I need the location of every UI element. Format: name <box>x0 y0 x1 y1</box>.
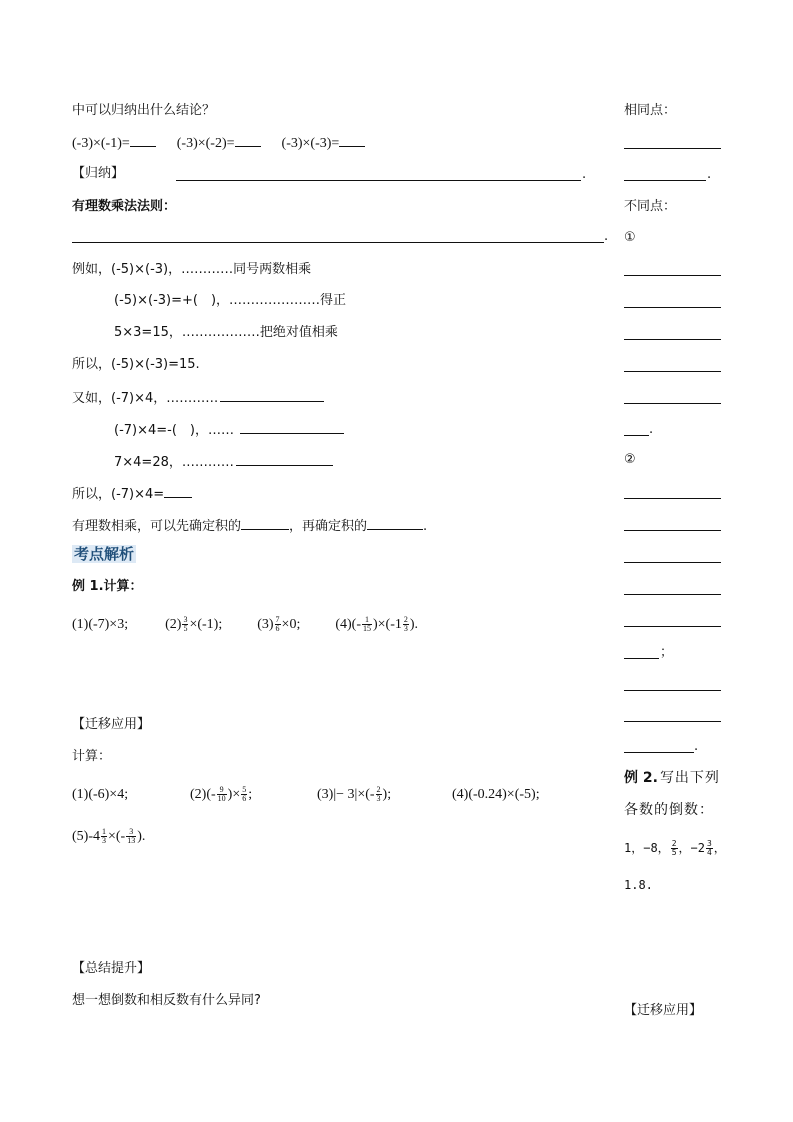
transfer-heading: 【迁移应用】 <box>72 717 151 732</box>
intro-text: 中可以归纳出什么结论？ <box>72 103 216 118</box>
example-3: (-3)×(-3)= <box>281 136 340 151</box>
answer-blank[interactable] <box>339 133 365 147</box>
answer-line[interactable] <box>624 371 721 372</box>
ex1-problems <box>72 614 418 636</box>
example-step-3: 5×3=15，………………把绝对值相乘 <box>114 325 338 340</box>
rule-title: 有理数乘法法则： <box>72 199 177 214</box>
problem-1: (1)(-7)×3; <box>72 617 129 632</box>
circle-2: ② <box>624 452 636 467</box>
example-step-2: (-5)×(-3)=+( )，…………………得正 <box>114 293 347 308</box>
summary-heading: 【总结提升】 <box>72 961 151 976</box>
problem-4: (4)(- $\frac{1}{15}$ )×(-1 $\frac{2}{3}$ ). <box>335 615 419 634</box>
period: . <box>649 422 654 437</box>
answer-line[interactable] <box>624 626 721 627</box>
answer-line[interactable] <box>624 562 721 563</box>
guina-label: 【归纳】 <box>72 166 125 181</box>
period: . <box>582 167 587 182</box>
problem-2: (2) $\frac{3}{5}$ ×(-1); <box>165 615 223 634</box>
answer-line[interactable] <box>624 658 659 659</box>
example-step-1: 例如，(-5)×(-3)，…………同号两数相乘 <box>72 262 312 277</box>
example2-result: 所以，(-7)×4= <box>72 484 192 504</box>
semicolon: ； <box>660 645 674 660</box>
answer-line[interactable] <box>624 530 721 531</box>
calc-4: (4)(-0.24)×(-5); <box>452 787 540 802</box>
answer-blank[interactable] <box>235 133 261 147</box>
problem-3: (3) $\frac{7}{6}$ ×0; <box>257 615 301 634</box>
ex2-numbers: 1，−8， $\frac{2}{5}$ ，−2 $\frac{3}{4}$ ， <box>624 839 726 857</box>
calc-5: (5)-4 $\frac{1}{3}$ ×(- $\frac{3}{13}$ ). <box>72 827 146 846</box>
circle-1: ① <box>624 230 636 245</box>
calc-label: 计算： <box>72 749 112 764</box>
summary-question: 想一想倒数和相反数有什么异同? <box>72 993 261 1008</box>
period: . <box>707 167 712 182</box>
right-transfer-heading: 【迁移应用】 <box>624 1003 703 1018</box>
example-2: (-3)×(-2)= <box>176 136 235 151</box>
calc-problems-row2 <box>72 826 145 848</box>
answer-line[interactable] <box>624 180 706 181</box>
answer-line[interactable] <box>624 435 649 436</box>
answer-line[interactable] <box>624 403 721 404</box>
calc-3: (3)|− 3|×(- $\frac{2}{3}$ ); <box>317 785 392 804</box>
guina-answer-line[interactable] <box>176 180 581 181</box>
answer-line[interactable] <box>624 275 721 276</box>
example2-step-3: 7×4=28，………… <box>114 452 333 472</box>
example-1: (-3)×(-1)= <box>72 136 130 151</box>
example-result: 所以，(-5)×(-3)=15. <box>72 357 200 372</box>
conclusion: 有理数相乘，可以先确定积的 ，再确定积的 . <box>72 516 427 536</box>
same-label: 相同点： <box>624 103 677 118</box>
calc-2: (2)(- $\frac{9}{10}$ )× $\frac{5}{6}$ ; <box>190 785 253 804</box>
ex2-numbers-line2: 1.8. <box>624 878 653 892</box>
ex2-title: 例 2. 写出下列 <box>624 770 720 786</box>
ex1-title: 例 1.计算： <box>72 579 143 594</box>
period: . <box>694 739 699 754</box>
answer-line[interactable] <box>624 307 721 308</box>
answer-line[interactable] <box>624 752 694 753</box>
example2-step-2: (-7)×4=-( )，…… <box>114 420 344 440</box>
answer-line[interactable] <box>624 690 721 691</box>
answer-line[interactable] <box>624 148 721 149</box>
examples-row <box>72 133 365 153</box>
section-heading: 考点解析 <box>74 545 135 563</box>
answer-line[interactable] <box>624 721 721 722</box>
calc-1: (1)(-6)×4; <box>72 787 129 802</box>
answer-line[interactable] <box>624 339 721 340</box>
answer-line[interactable] <box>624 498 721 499</box>
example2-step-1: 又如，(-7)×4，………… <box>72 388 324 408</box>
answer-line[interactable] <box>624 594 721 595</box>
answer-blank[interactable] <box>130 133 156 147</box>
diff-label: 不同点： <box>624 199 677 214</box>
rule-answer-line[interactable] <box>72 242 604 243</box>
ex2-subtitle: 各数的倒数： <box>624 802 714 818</box>
period: . <box>604 229 609 244</box>
